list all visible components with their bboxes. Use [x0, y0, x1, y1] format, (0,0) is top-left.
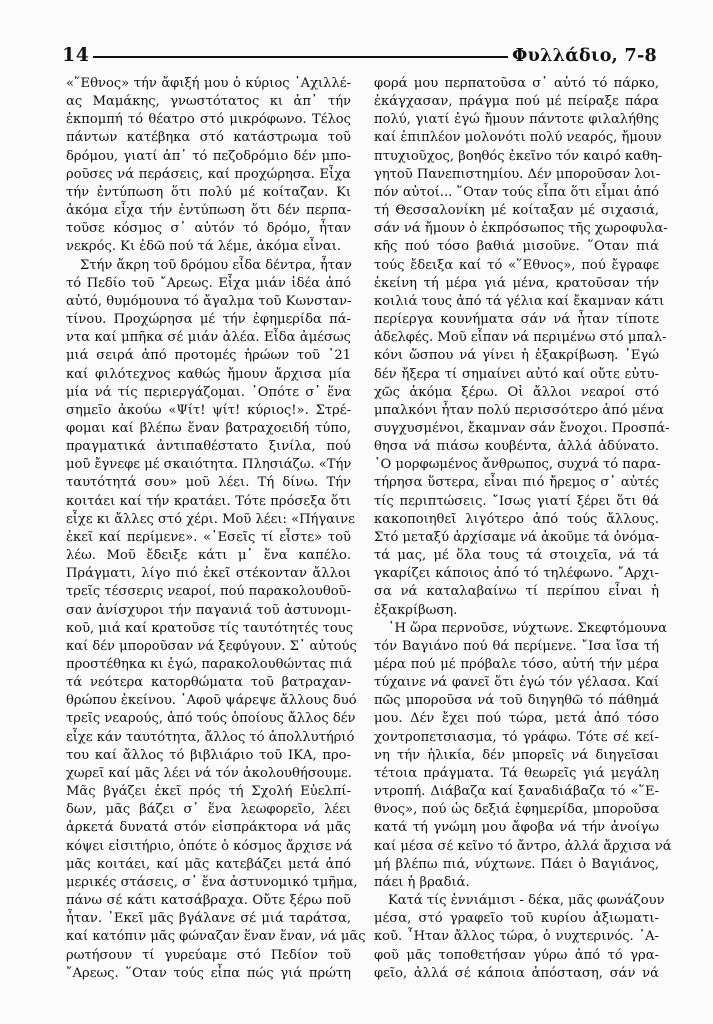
text-line: τίς περιπτώσεις. ῎Ισως γιατί ξέρει ὅτι θά: [374, 493, 659, 509]
text-line: καί δέν μποροῦσαν νά ξεφύγουν. Σ᾿ αὐτούς: [66, 638, 357, 654]
text-line: ρωτήσουν τί γυρεύαμε στό Πεδίον τοῦ: [66, 947, 351, 963]
text-line: πάνω σέ κάτι κατσάβραχα. Οὔτε ξέρω ποῦ: [66, 893, 351, 909]
text-line: τέτοια πράγματα. Τά θεωρεῖς γιά μεγάλη: [374, 765, 659, 781]
text-line: σημεῖο ἀκούω «Ψίτ! ψίτ! κύριος!». Στρέ-: [66, 402, 351, 418]
text-line: ντροπή. Διάβαζα καί ξαναδιάβαζα τό «῞Ε-: [374, 784, 659, 800]
text-line: τοῦσε κόσμος σ᾿ αὐτόν τό δρόμο, ἦταν: [66, 221, 351, 237]
text-line: Πράγματι, λίγο πιό ἐκεῖ στέκονταν ἄλλοι: [66, 566, 351, 582]
text-line: λέω. Μοῦ ἔδειξε κάτι μ᾿ ἕνα καπέλο.: [66, 548, 351, 564]
page-number: 14: [62, 44, 90, 66]
text-line: χοντροπετσιασμα, τό γράφω. Τότε σέ κεί-: [374, 729, 659, 745]
text-line: ἐκεῖ καί περίμενε». «᾿Εσεῖς τί εἶστε» τοῦ: [66, 529, 351, 545]
text-line: μοῦ ἔγνεφε μέ σκαιότητα. Πλησιάζω. «Τήν: [66, 457, 352, 473]
text-line: κόψει εἰσιτήριο, ὁπότε ὁ κόσμος ἄρχισε νά: [66, 838, 353, 854]
text-line: δέν ἤξερα τί σημαίνει αὐτό καί οὔτε εὐτυ-: [374, 366, 659, 382]
text-line: τό Πεδίο τοῦ ῎Αρεως. Εἶχα μιάν ἰδέα ἀπό: [66, 275, 351, 291]
right-column: [374, 75, 672, 983]
text-line: νεκρός. Κι ἐδῶ πού τά λέμε, ἀκόμα εἶναι.: [66, 239, 341, 255]
text-line: χωρεῖ καί μᾶς λέει νά τόν ἀκολουθήσουμε.: [66, 765, 352, 781]
text-line: φεῖο, ἀλλά σέ κάποια ἀπόσταση, σάν νά: [374, 965, 659, 981]
text-line: κακοποιηθεῖ λιγότερο ἀπό τούς ἄλλους.: [374, 511, 659, 527]
text-line: καί φιλότεχνος καθώς ἤμουν ἄρχισα μία: [66, 366, 351, 382]
text-line: συγχυσμένοι, ἔκαμναν σάν ἔνοχοι. Προσπά-: [374, 420, 670, 436]
text-line: ἀδελφές. Μοῦ εἶπαν νά περιμένω στό μπαλ-: [374, 330, 667, 346]
text-line: ῾Ο μορφωμένος ἄνθρωπος, συχνά τό παρα-: [374, 457, 661, 473]
text-line: κατά τή γνώμη μου ἄφοβα νά τήν ἀνοίγω: [374, 820, 659, 836]
text-line: πῶς μποροῦσα νά τοῦ διηγηθῶ τό πάθημά: [374, 693, 659, 709]
text-line: μέρα πού μέ πρόβαλε τόσο, αὐτή τήν μέρα: [374, 657, 659, 672]
text-line: μέσα, στό γραφεῖο τοῦ κυρίου ἀξιωματι-: [374, 911, 659, 927]
text-line: ἐξακρίβωση.: [374, 602, 458, 618]
text-line: σάν νά ἤμουν ὁ ἐκπρόσωπος τῆς χωροφυλα-: [374, 221, 668, 237]
text-line: περίεργα κουνήματα σάν νά ἦταν τίποτε: [374, 312, 659, 328]
text-line: πάει ἡ βραδιά.: [374, 874, 470, 890]
running-header: [62, 44, 657, 72]
left-column: [66, 75, 366, 983]
text-line: Κατά τίς ἐννιάμισι - δέκα, μᾶς φωνάζουν: [388, 893, 665, 909]
text-line: τίνου. Προχώρησα μέ τήν ἐφημερίδα πά-: [66, 312, 351, 328]
running-head-title: Φυλλάδιο, 7-8: [512, 46, 657, 66]
text-line: πάντων κατέβηκα στό κατάστρωμα τοῦ: [66, 130, 351, 146]
text-line: Στήν ἄκρη τοῦ δρόμου εἶδα δέντρα, ἦταν: [80, 257, 352, 273]
text-line: πτυχιοῦχος, βοηθός ἐκεῖνο τόν καιρό καθη-: [374, 148, 663, 164]
text-line: εἶχε κι ἄλλες στό χέρι. Μοῦ λέει: «Πήγαινε: [66, 511, 355, 527]
text-line: του καί ἄλλος τό βιβλιάριο τοῦ ΙΚΑ, προ-: [66, 747, 351, 763]
text-line: εἶχε κάν ταυτότητα, ἄλλος τό ἀπολλυτήριό: [66, 729, 355, 745]
text-line: μου. Δέν ἔχει πού τώρα, μετά ἀπό τόσο: [374, 711, 659, 727]
text-line: φορά μου περπατοῦσα σ᾿ αὐτό τό πάρκο,: [374, 76, 659, 91]
text-line: ἐκάγχασαν, πράγμα πού μέ πείραξε πάρα: [374, 94, 659, 110]
text-line: δων, μᾶς βάζει σ᾿ ἕνα λεωφορεῖο, λέει: [66, 802, 351, 818]
text-line: πολύ, γιατί ἐγώ ἤμουν πάντοτε φιλαλήθης: [374, 112, 659, 128]
text-line: ταυτότητά σου» μοῦ λέει. Τή δίνω. Τήν: [66, 475, 351, 491]
text-line: τά μας, μέ ὅλα τους τά στοιχεῖα, νά τά: [374, 548, 659, 564]
text-line: τήρησα ὕστερα, εἶναι πιό ἤρεμος σ᾿ αὐτές: [374, 475, 659, 491]
text-line: μία νά τίς περιεργάζομαι. ᾿Οπότε σ᾿ ἕνα: [66, 384, 351, 400]
text-line: θησα νά πιάσω κουβέντα, ἀλλά ἀδύνατο.: [374, 439, 659, 455]
text-line: καί μέσα σέ κεῖνο τό ἄντρο, ἀλλά ἄρχισα νά: [374, 838, 672, 854]
text-line: τρεῖς νεαρούς, ἀπό τούς ὁποίους ἄλλος δέν: [66, 711, 356, 727]
text-line: νη τήν ἡλικία, δέν μπορεῖς νά διηγεῖσαι: [374, 747, 659, 763]
text-line: θρώπου ἐκείνου. ᾿Αφοῦ ψάρεψε ἄλλους δυό: [66, 693, 357, 709]
text-line: πόν αὐτοί... ῞Οταν τούς εἶπα ὅτι εἶμαι ἀπό: [374, 184, 659, 200]
text-line: ῾Η ὥρα περνοῦσε, νύχτωνε. Σκεφτόμουνα: [388, 620, 667, 636]
text-line: καί ἐπιπλέον μολονότι πολύ νεαρός, ἤμουν: [374, 130, 662, 146]
text-line: ἀρκετά δυνατά στόν εἰσπράκτορα νά μᾶς: [66, 820, 351, 836]
text-line: κόνι ὥσπου νά γίνει ἡ ἐξακρίβωση. ᾿Εγώ: [374, 348, 659, 364]
text-line: δρόμου, γιατί ἀπ᾿ τό πεζοδρόμιο δέν μπο-: [66, 148, 351, 164]
text-line: τρεῖς τέσσερις νεαροί, πού παρακολουθοῦ-: [66, 584, 351, 600]
text-line: μπαλκόνι ἦταν πολύ περισσότερο ἀπό μένα: [374, 402, 664, 418]
text-line: κῆς πού τόσο βαθιά μισοῦνε. ῞Οταν πιά: [374, 239, 659, 255]
text-line: προστέθηκα κι ἐγώ, παρακολουθώντας πιά: [66, 657, 353, 672]
text-line: κοῦ, μιά καί κρατοῦσε τίς ταυτότητές τους: [66, 620, 354, 636]
text-line: ροῦσες νά περάσεις, καί προχώρησα. Εἶχα: [66, 166, 351, 182]
text-line: ῎Αρεως. ῞Οταν τούς εἶπα πώς γιά πρώτη: [66, 965, 351, 981]
text-line: «῞Εθνος» τήν ἄφιξή μου ὁ κύριος ᾿Αχιλλέ-: [66, 76, 351, 91]
text-line: σα νά καταλαβαίνω τί περίπου εἶναι ἡ: [374, 584, 659, 600]
text-line: Στό μεταξύ ἀρχίσαμε νά ἀκοῦμε τά ὀνόμα-: [374, 529, 660, 545]
text-line: θνος», πού ὡς δεξιά ἐφημερίδα, μποροῦσα: [374, 802, 659, 818]
text-line: τύχαινε νά φανεῖ ὅτι ἐγώ τόν γέλασα. Καί: [374, 675, 659, 691]
text-line: ας Μαμάκης, γνωστότατος κι ἀπ᾿ τήν: [66, 94, 351, 110]
text-line: καί κατόπιν μᾶς φώναζαν ἕναν ἕναν, νά μᾶς: [66, 929, 366, 945]
text-line: τούς ἔδειξα καί τό «῞Εθνος», πού ἔγραφε: [374, 257, 659, 273]
text-line: τήν ἐντύπωση ὅτι πολύ μέ κοίταζαν. Κι: [66, 184, 351, 200]
text-line: μᾶς κοιτάει, καί μᾶς κατεβάζει μετά ἀπό: [66, 856, 351, 872]
text-line: μερικές στάσεις, σ᾿ ἕνα ἀστυνομικό τμῆμα,: [66, 874, 358, 890]
text-line: ἀκόμα εἶχα τήν ἐντύπωση ὅτι δέν περπα-: [66, 203, 351, 219]
text-line: ἐκείνη τή μέρα γιά μένα, κρατοῦσαν τήν: [374, 275, 659, 291]
text-line: τή Θεσσαλονίκη μέ κοίταξαν μέ σιχασιά,: [374, 203, 659, 219]
text-line: τά νεότερα κατορθώματα τοῦ βατραχαν-: [66, 675, 351, 691]
text-line: κοῦ. ῏Ηταν ἄλλος τώρα, ὁ νυχτερινός. ᾿Α-: [374, 929, 659, 945]
header-rule: [93, 56, 508, 58]
text-line: μιά σειρά ἀπό προτομές ἡρώων τοῦ ᾿21: [66, 348, 351, 364]
text-line: ἦταν. ᾿Εκεῖ μᾶς βγάλανε σέ μιά ταράτσα,: [66, 911, 351, 927]
text-line: αὐτό, θυμόμουνα τό ἄγαλμα τοῦ Κωνσταν-: [66, 293, 352, 309]
text-line: χῶς ἀκόμα ξέρω. Οἱ ἄλλοι νεαροί στό: [374, 384, 659, 400]
text-line: τόν Βαγιάνο πού θά περίμενε. ῎Ισα ἴσα τή: [374, 638, 659, 654]
text-line: σαν ἀνίσχυροι τήν παγανιά τοῦ ἀστυνομι-: [66, 602, 351, 618]
text-line: πραγματικά ἀντιπαθέστατο ξινίλα, πού: [66, 439, 351, 455]
text-line: κοιλιά τους ἀπό τά γέλια καί ἔκαμναν κάτι: [374, 293, 665, 309]
text-line: Μᾶς βγάζει ἐκεῖ πρός τή Σχολή Εὐελπί-: [66, 784, 351, 800]
text-line: ντα καί μπῆκα σέ μιάν ἀλέα. Εἶδα ἀμέσως: [66, 330, 351, 346]
text-line: φομαι καί βλέπω ἕναν βατραχοειδή τύπο,: [66, 420, 351, 436]
text-line: γκαρίζει κάποιος ἀπό τό τηλέφωνο. ῎Αρχι-: [374, 566, 659, 582]
text-line: ἐκπομπή τό θέατρο στό μικρόφωνο. Τέλος: [66, 112, 351, 128]
text-line: μή βλέπω πιά, νύχτωνε. Πάει ὁ Βαγιάνος,: [374, 856, 659, 872]
text-line: φοῦ μᾶς τοποθετήσαν γύρω ἀπό τό γρα-: [374, 947, 659, 963]
text-line: γητοῦ Πανεπιστημίου. Δέν μποροῦσαν λοι-: [374, 166, 661, 182]
text-line: κοιτάει καί τήν κρατάει. Τότε πρόσεξα ὅτι: [66, 493, 351, 509]
